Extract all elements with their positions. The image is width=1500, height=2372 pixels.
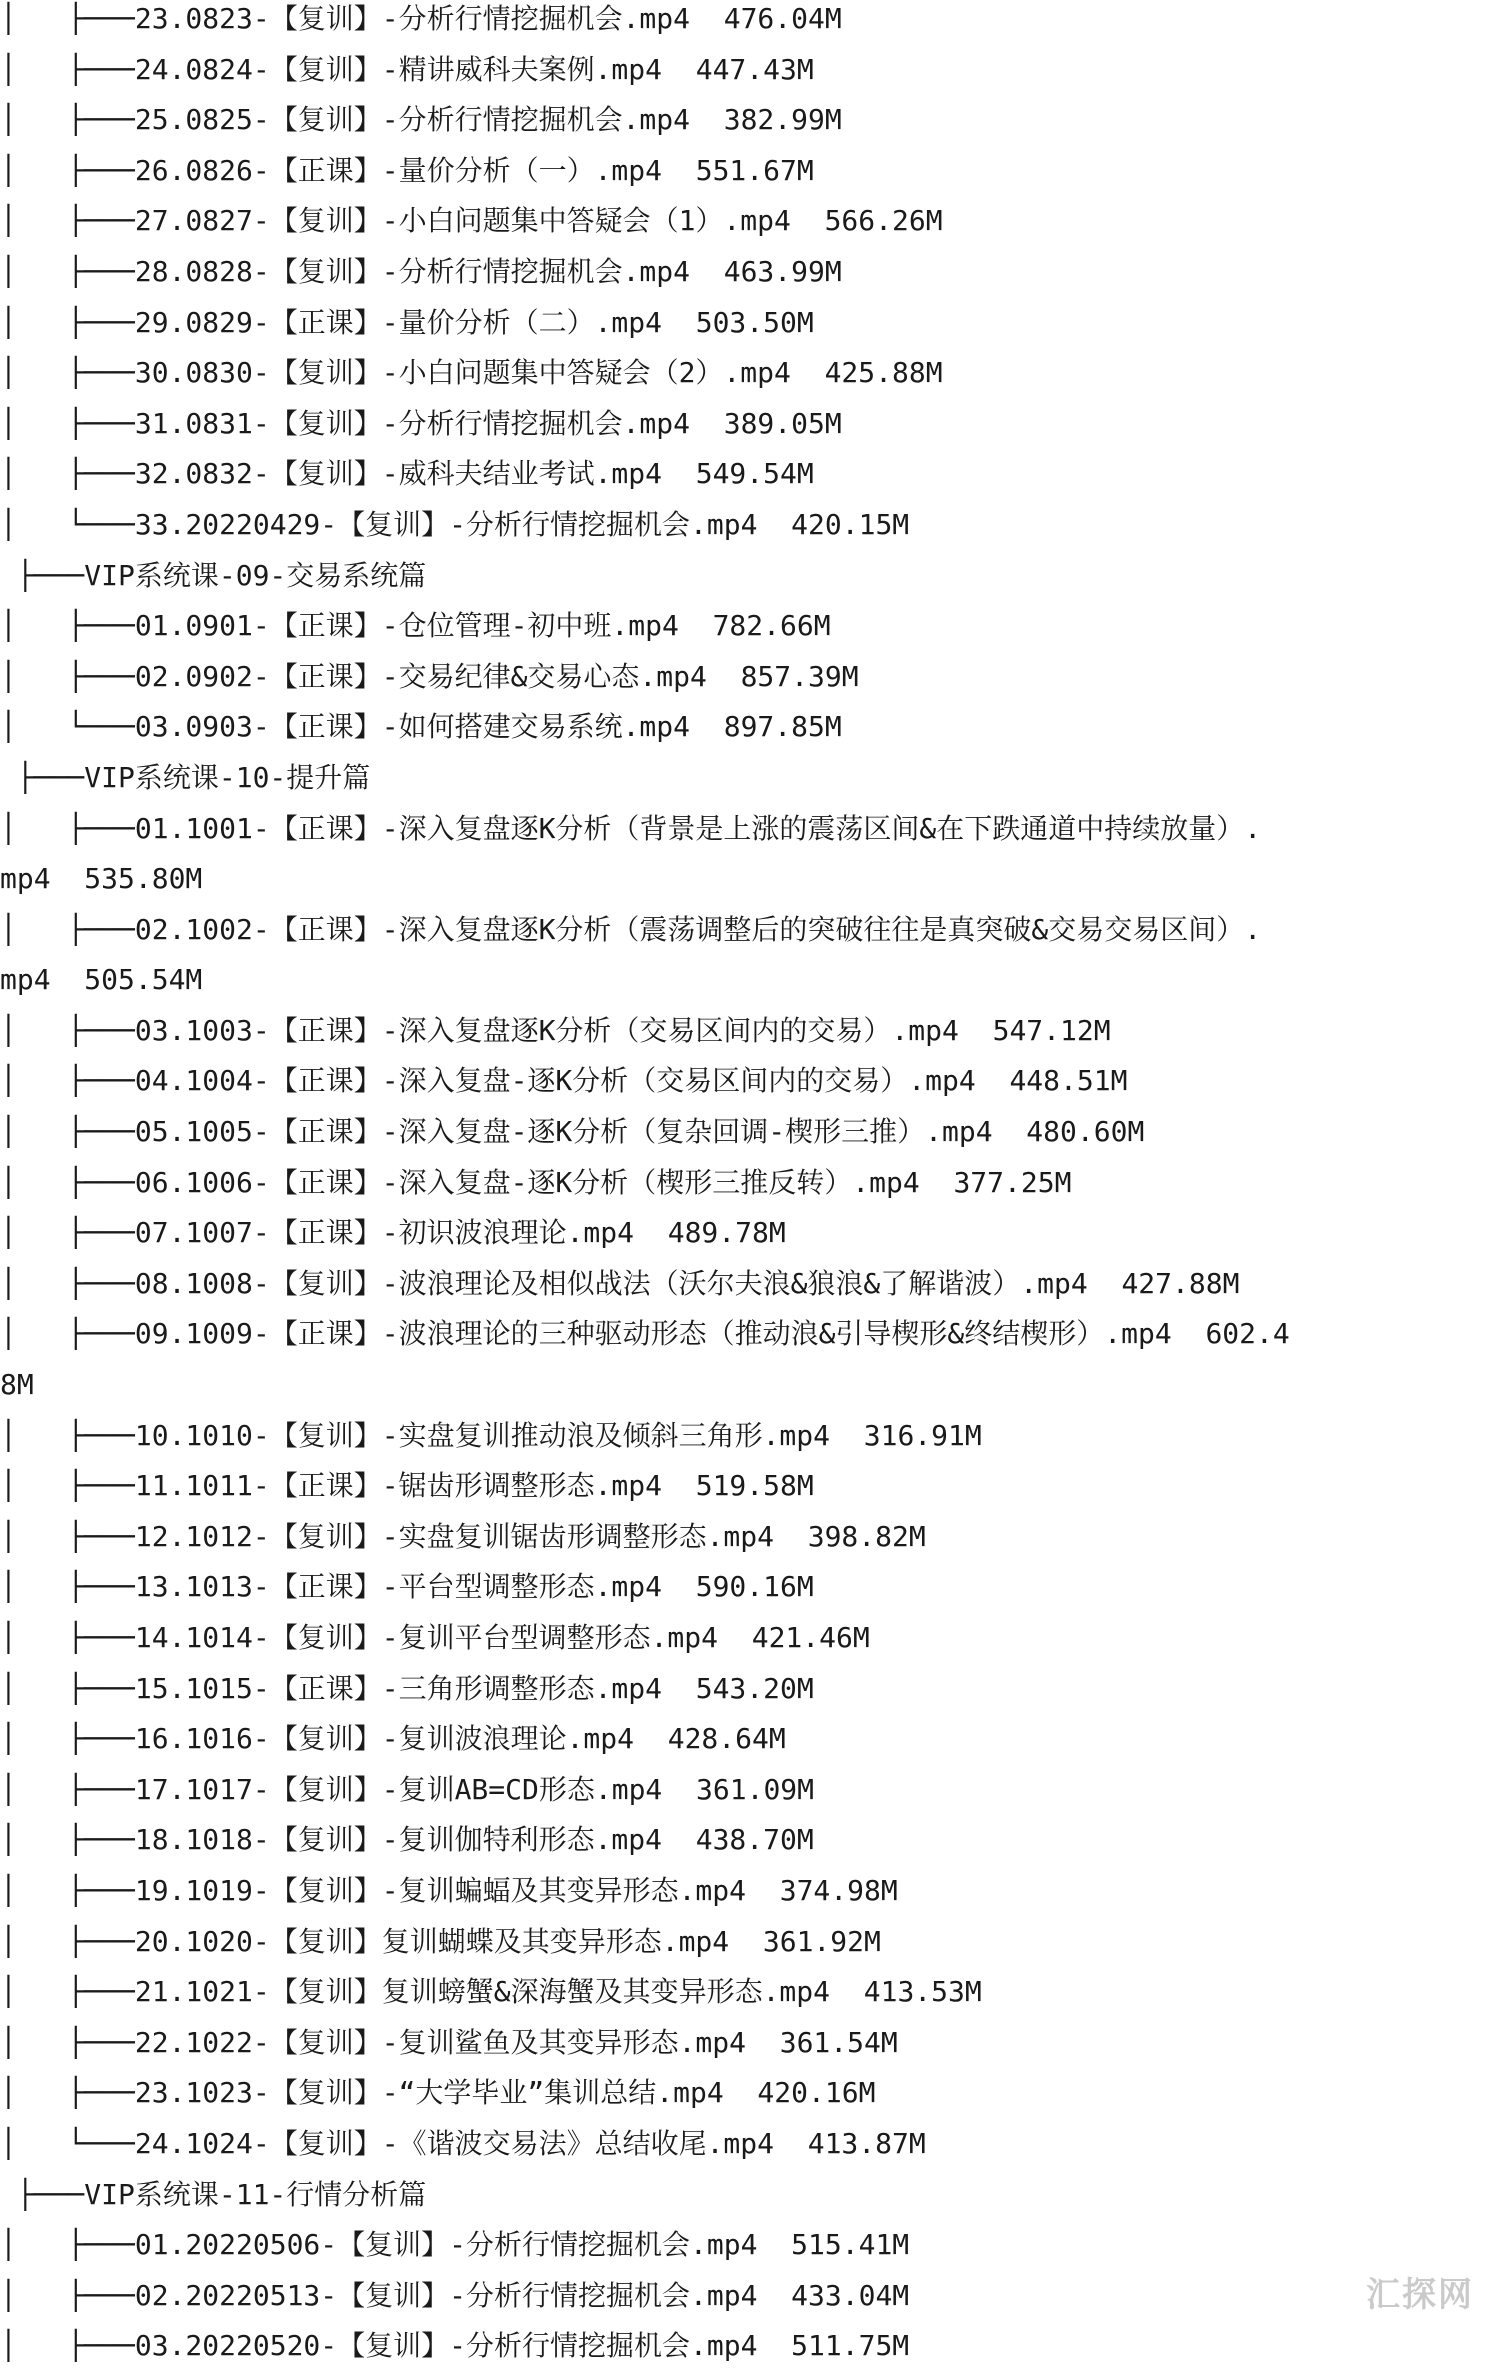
- tree-line: │ ├───01.1001-【正课】-深入复盘逐K分析（背景是上涨的震荡区间&在下跌通道中持续放量）.: [0, 811, 1262, 845]
- tree-line: │ ├───24.0824-【复训】-精讲威科夫案例.mp4 447.43M: [0, 52, 814, 86]
- tree-line: │ ├───16.1016-【复训】-复训波浪理论.mp4 428.64M: [0, 1722, 786, 1756]
- tree-line: │ ├───03.1003-【正课】-深入复盘逐K分析（交易区间内的交易）.mp4 547.12M: [0, 1013, 1111, 1047]
- tree-line: │ ├───02.0902-【正课】-交易纪律&交易心态.mp4 857.39M: [0, 659, 859, 693]
- tree-line: │ ├───11.1011-【正课】-锯齿形调整形态.mp4 519.58M: [0, 1469, 814, 1503]
- tree-line: │ ├───17.1017-【复训】-复训AB=CD形态.mp4 361.09M: [0, 1772, 815, 1806]
- tree-line: │ ├───07.1007-【正课】-初识波浪理论.mp4 489.78M: [0, 1216, 786, 1250]
- tree-line: │ └───33.20220429-【复训】-分析行情挖掘机会.mp4 420.15M: [0, 507, 910, 541]
- tree-line: │ ├───13.1013-【正课】-平台型调整形态.mp4 590.16M: [0, 1570, 814, 1604]
- tree-line: │ ├───14.1014-【复训】-复训平台型调整形态.mp4 421.46M: [0, 1621, 870, 1654]
- tree-line: │ ├───30.0830-【复训】-小白问题集中答疑会（2）.mp4 425.88M: [0, 356, 943, 390]
- tree-line: │ └───03.0903-【正课】-如何搭建交易系统.mp4 897.85M: [0, 710, 842, 744]
- tree-line: │ ├───27.0827-【复训】-小白问题集中答疑会（1）.mp4 566.26M: [0, 204, 943, 238]
- tree-line: mp4 505.54M: [0, 963, 203, 997]
- tree-line: ├───VIP系统课-09-交易系统篇: [0, 558, 427, 592]
- tree-line: │ ├───31.0831-【复训】-分析行情挖掘机会.mp4 389.05M: [0, 406, 842, 440]
- tree-line: │ ├───28.0828-【复训】-分析行情挖掘机会.mp4 463.99M: [0, 254, 842, 288]
- tree-line: │ ├───01.20220506-【复训】-分析行情挖掘机会.mp4 515.41M: [0, 2228, 910, 2262]
- tree-line: ├───VIP系统课-10-提升篇: [0, 760, 371, 794]
- tree-line: 8M: [0, 1368, 34, 1402]
- tree-line: │ ├───26.0826-【正课】-量价分析（一）.mp4 551.67M: [0, 153, 814, 187]
- tree-line: │ ├───12.1012-【复训】-实盘复训锯齿形调整形态.mp4 398.82M: [0, 1519, 926, 1553]
- tree-line: │ ├───02.1002-【正课】-深入复盘逐K分析（震荡调整后的突破往往是真突破&交易交易区间）.: [0, 912, 1262, 946]
- tree-line: │ ├───04.1004-【正课】-深入复盘-逐K分析（交易区间内的交易）.mp4 448.51M: [0, 1064, 1128, 1098]
- tree-line: │ ├───32.0832-【复训】-威科夫结业考试.mp4 549.54M: [0, 457, 814, 491]
- tree-line: │ ├───19.1019-【复训】-复训蝙蝠及其变异形态.mp4 374.98M: [0, 1873, 898, 1907]
- tree-line: │ ├───08.1008-【复训】-波浪理论及相似战法（沃尔夫浪&狼浪&了解谐波）.mp4 427.88M: [0, 1266, 1240, 1300]
- tree-line: │ ├───18.1018-【复训】-复训伽特利形态.mp4 438.70M: [0, 1823, 814, 1857]
- watermark-logo: 汇探网: [1366, 2275, 1474, 2315]
- tree-line: │ ├───03.20220520-【复训】-分析行情挖掘机会.mp4 511.75M: [0, 2329, 910, 2363]
- tree-line: │ ├───15.1015-【正课】-三角形调整形态.mp4 543.20M: [0, 1671, 814, 1705]
- tree-line: │ ├───21.1021-【复训】复训螃蟹&深海蟹及其变异形态.mp4 413.53M: [0, 1975, 982, 2009]
- tree-line: │ ├───02.20220513-【复训】-分析行情挖掘机会.mp4 433.04M: [0, 2278, 910, 2312]
- tree-line: │ ├───06.1006-【正课】-深入复盘-逐K分析（楔形三推反转）.mp4 377.25M: [0, 1165, 1072, 1199]
- tree-line: │ ├───23.1023-【复训】-“大学毕业”集训总结.mp4 420.16M: [0, 2076, 876, 2110]
- tree-line: │ ├───05.1005-【正课】-深入复盘-逐K分析（复杂回调-楔形三推）.mp4 480.60M: [0, 1115, 1145, 1149]
- tree-line: mp4 535.80M: [0, 862, 203, 896]
- tree-line: │ ├───20.1020-【复训】复训蝴蝶及其变异形态.mp4 361.92M: [0, 1924, 881, 1958]
- tree-line: │ ├───29.0829-【正课】-量价分析（二）.mp4 503.50M: [0, 305, 814, 339]
- tree-line: │ ├───10.1010-【复训】-实盘复训推动浪及倾斜三角形.mp4 316.91M: [0, 1418, 982, 1452]
- tree-line: │ ├───23.0823-【复训】-分析行情挖掘机会.mp4 476.04M: [0, 2, 842, 35]
- tree-line: │ ├───22.1022-【复训】-复训鲨鱼及其变异形态.mp4 361.54M: [0, 2025, 898, 2059]
- tree-line: │ ├───01.0901-【正课】-仓位管理-初中班.mp4 782.66M: [0, 609, 831, 643]
- tree-line: ├───VIP系统课-11-行情分析篇: [0, 2177, 427, 2211]
- tree-line: │ ├───25.0825-【复训】-分析行情挖掘机会.mp4 382.99M: [0, 103, 842, 137]
- tree-line: │ ├───09.1009-【正课】-波浪理论的三种驱动形态（推动浪&引导楔形&终结楔形）.mp4 602.4: [0, 1317, 1290, 1351]
- tree-line: │ └───24.1024-【复训】-《谐波交易法》总结收尾.mp4 413.87M: [0, 2126, 926, 2160]
